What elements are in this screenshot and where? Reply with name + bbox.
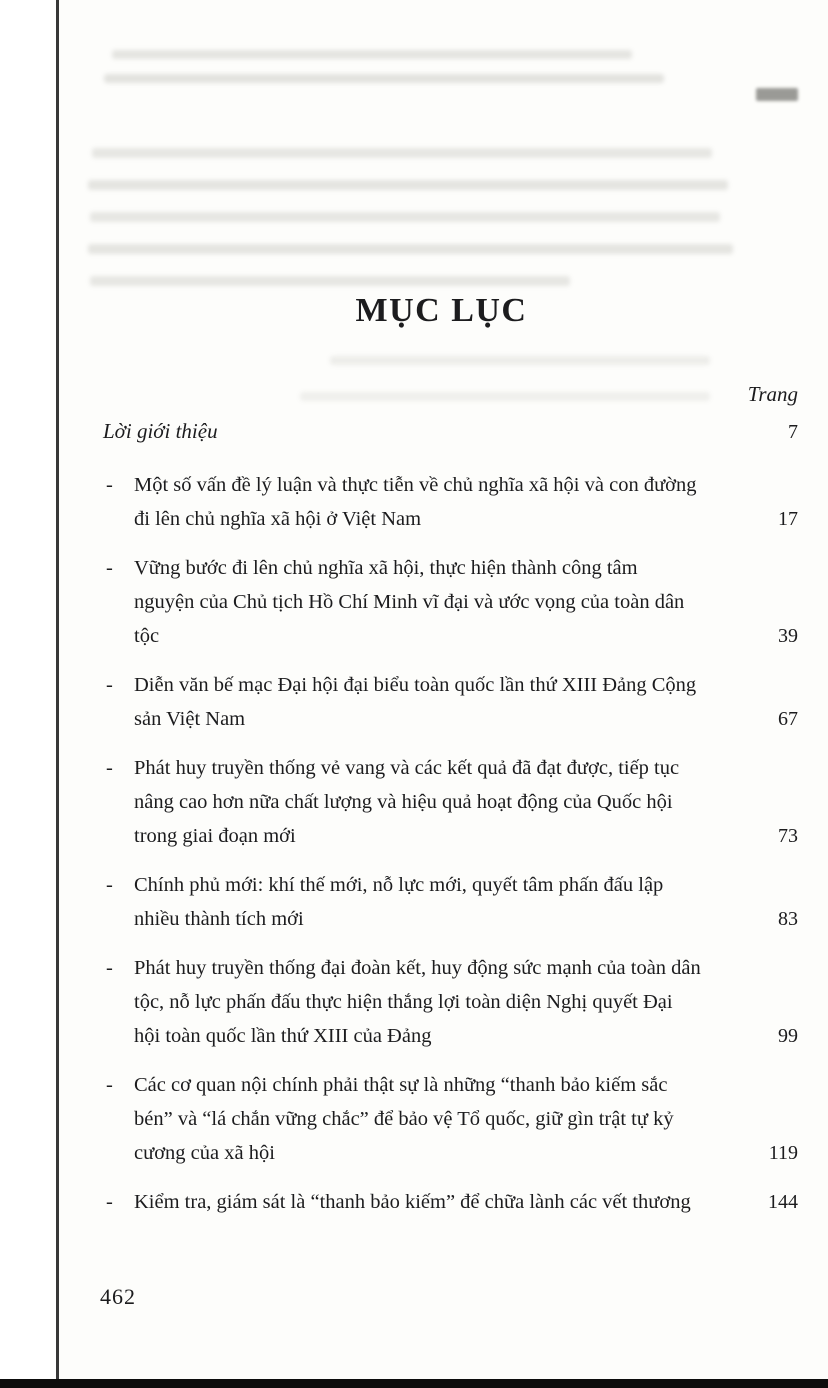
scan-edge-bottom	[0, 1379, 828, 1388]
bleed-through-line	[104, 74, 664, 83]
toc-entry-dash: -	[106, 1074, 113, 1096]
toc-entry-page-number: 17	[778, 508, 798, 530]
toc-entry-title: Kiểm tra, giám sát là “thanh bảo kiếm” để chữa lành các vết thương	[134, 1191, 691, 1213]
bleed-through-line	[90, 276, 570, 286]
toc-entry	[103, 468, 800, 536]
toc-entry-dash: -	[106, 1191, 113, 1213]
toc-entry	[103, 551, 800, 653]
toc-entry-title: Một số vấn đề lý luận và thực tiễn về chủ nghĩa xã hội và con đường đi lên chủ nghĩa xã hội ở Việt Nam	[134, 474, 697, 530]
scan-edge-left	[56, 0, 59, 1388]
bleed-through-line	[92, 148, 712, 158]
toc-entry-title: Phát huy truyền thống vẻ vang và các kết quả đã đạt được, tiếp tục nâng cao hơn nữa chất lượng và hiệu quả hoạt động của Quốc hội trong giai đoạn mới	[134, 757, 680, 847]
toc-entry-title: Các cơ quan nội chính phải thật sự là những “thanh bảo kiếm sắc bén” và “lá chắn vững chắc” để bảo vệ Tổ quốc, giữ gìn trật tự kỷ cương của xã hội	[134, 1074, 674, 1164]
bleed-through-mark	[756, 88, 798, 101]
toc-entry-page-number: 67	[778, 708, 798, 730]
toc-entry-title: Diễn văn bế mạc Đại hội đại biểu toàn quốc lần thứ XIII Đảng Cộng sản Việt Nam	[134, 674, 697, 730]
toc-list	[103, 468, 800, 1219]
bleed-through-line	[90, 212, 720, 222]
bleed-through-line	[88, 244, 733, 254]
toc-entry-dash: -	[106, 957, 113, 979]
toc-entry	[103, 1185, 800, 1219]
toc-entry-dash: -	[106, 874, 113, 896]
toc-entry-title: Chính phủ mới: khí thế mới, nỗ lực mới, quyết tâm phấn đấu lập nhiều thành tích mới	[134, 874, 664, 930]
toc-entry-dash: -	[106, 674, 113, 696]
toc-entry-page-number: 73	[778, 825, 798, 847]
toc-intro-label: Lời giới thiệu	[103, 419, 218, 443]
toc-entry	[103, 951, 800, 1053]
toc-entry	[103, 668, 800, 736]
toc-entry-title: Phát huy truyền thống đại đoàn kết, huy động sức mạnh của toàn dân tộc, nỗ lực phấn đấu thực hiện thắng lợi toàn diện Nghị quyết Đại hội toàn quốc lần thứ XIII của Đảng	[134, 957, 701, 1047]
toc-intro-row	[103, 419, 800, 444]
page-title: MỤC LỤC	[355, 292, 528, 329]
toc-entry	[103, 868, 800, 936]
toc-intro-page-number: 7	[788, 421, 798, 443]
page-column-label: Trang	[747, 382, 798, 406]
bleed-through-line	[88, 180, 728, 190]
toc-entry-dash: -	[106, 757, 113, 779]
toc-entry	[103, 1068, 800, 1170]
toc-entry-page-number: 39	[778, 625, 798, 647]
toc-entry-page-number: 144	[768, 1191, 798, 1213]
toc-entry-title: Vững bước đi lên chủ nghĩa xã hội, thực hiện thành công tâm nguyện của Chủ tịch Hồ Chí Minh vĩ đại và ước vọng của toàn dân tộc	[134, 557, 685, 647]
toc-entry-page-number: 83	[778, 908, 798, 930]
toc-entry-dash: -	[106, 557, 113, 579]
toc-entry-page-number: 119	[768, 1142, 798, 1164]
scan-margin-strip	[0, 0, 56, 1388]
bleed-through-line	[112, 50, 632, 59]
toc-content	[103, 292, 800, 1234]
toc-entry	[103, 751, 800, 853]
toc-entry-page-number: 99	[778, 1025, 798, 1047]
folio-page-number: 462	[100, 1284, 136, 1309]
toc-entry-dash: -	[106, 474, 113, 496]
